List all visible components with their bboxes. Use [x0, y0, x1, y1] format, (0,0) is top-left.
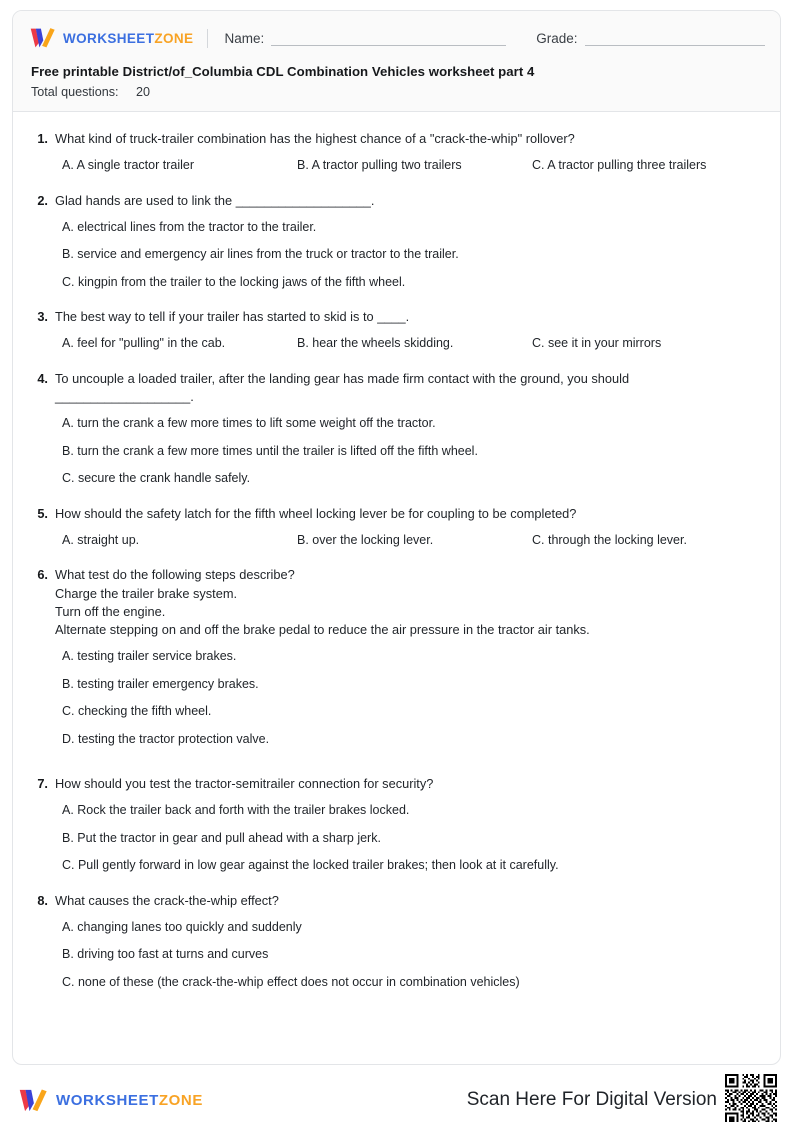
question-number: 8. [37, 892, 48, 908]
title-block [29, 64, 764, 99]
answer-option[interactable]: A. straight up. [62, 532, 140, 547]
footer-word-worksheet: WORKSHEET [56, 1091, 159, 1109]
option-list [33, 157, 760, 175]
question-head [33, 505, 760, 523]
grade-label: Grade: [536, 30, 578, 46]
answer-option[interactable]: C. checking the fifth wheel. [62, 704, 212, 719]
answer-option[interactable]: A. A single tractor trailer [62, 158, 195, 173]
question-item [33, 892, 760, 992]
question-head [33, 130, 760, 148]
answer-option[interactable]: C. kingpin from the trailer to the locking jaws of the fifth wheel. [62, 274, 406, 289]
worksheet-title: Free printable District/of_Columbia CDL Combination Vehicles worksheet part 4 [31, 64, 535, 79]
option-list [33, 532, 760, 550]
option-list [33, 648, 760, 758]
question-text: What causes the crack-the-whip effect? [55, 892, 279, 908]
question-head [33, 192, 760, 210]
question-list [13, 112, 780, 991]
question-body [55, 505, 576, 523]
question-head [33, 892, 760, 910]
worksheet-card [12, 10, 781, 1065]
question-item [33, 370, 760, 488]
question-item [33, 505, 760, 550]
question-number: 2. [37, 192, 48, 208]
answer-option[interactable]: A. feel for "pulling" in the cab. [62, 336, 226, 351]
total-questions-row [31, 85, 764, 99]
question-body [55, 130, 575, 148]
question-head [33, 775, 760, 793]
question-text: To uncouple a loaded trailer, after the landing gear has made firm contact with the ground, you should ___________________. [55, 370, 630, 405]
question-text: The best way to tell if your trailer has started to skid is to ____. [55, 309, 410, 325]
option-list [33, 335, 760, 353]
answer-option[interactable]: C. none of these (the crack-the-whip effect does not occur in combination vehicles) [62, 974, 520, 989]
name-input-rule[interactable] [271, 31, 506, 46]
answer-option[interactable]: B. service and emergency air lines from the truck or tractor to the trailer. [62, 247, 459, 262]
footer-word-zone: ZONE [158, 1091, 203, 1109]
answer-option[interactable]: B. testing trailer emergency brakes. [62, 676, 259, 691]
page-footer [0, 1078, 793, 1122]
answer-option[interactable]: C. A tractor pulling three trailers [532, 158, 707, 173]
scan-instruction-text: Scan Here For Digital Version [466, 1089, 717, 1110]
question-number: 1. [37, 131, 48, 146]
question-number: 7. [37, 776, 48, 792]
qr-code-icon[interactable] [723, 1072, 779, 1122]
option-list [33, 219, 760, 292]
question-number: 4. [37, 370, 48, 386]
answer-option[interactable]: C. through the locking lever. [532, 532, 687, 547]
question-text: Glad hands are used to link the ___________________. [55, 192, 375, 208]
question-text: How should you test the tractor-semitrailer connection for security? [55, 776, 434, 792]
question-step-line: Alternate stepping on and off the brake pedal to reduce the air pressure in the tractor air tanks. [55, 621, 590, 637]
identity-row [29, 23, 764, 53]
total-questions-label: Total questions: [31, 85, 119, 99]
answer-option[interactable]: B. A tractor pulling two trailers [297, 158, 462, 173]
answer-option[interactable]: B. turn the crank a few more times until the trailer is lifted off the fifth wheel. [62, 443, 478, 458]
answer-option[interactable]: C. see it in your mirrors [532, 336, 662, 351]
question-number: 3. [37, 309, 48, 325]
answer-option[interactable]: A. electrical lines from the tractor to the trailer. [62, 219, 317, 234]
question-text: How should the safety latch for the fifth wheel locking lever be for coupling to be completed? [55, 505, 577, 521]
footer-logo-wordmark [56, 1092, 203, 1109]
answer-option[interactable]: A. Rock the trailer back and forth with the trailer brakes locked. [62, 803, 410, 818]
question-head [33, 370, 760, 406]
question-item [33, 192, 760, 292]
question-step-line: Charge the trailer brake system. [55, 585, 238, 601]
answer-option[interactable]: A. changing lanes too quickly and suddenly [62, 919, 302, 934]
question-item [33, 130, 760, 175]
logo-word-zone: ZONE [154, 30, 194, 46]
question-number: 5. [37, 505, 48, 521]
worksheet-header [13, 11, 780, 112]
question-text: What test do the following steps describe? [55, 567, 295, 583]
grade-input-rule[interactable] [585, 31, 765, 46]
question-head [33, 308, 760, 326]
question-body [55, 308, 409, 326]
total-questions-count: 20 [136, 85, 151, 99]
question-item [33, 566, 760, 758]
answer-option[interactable]: C. Pull gently forward in low gear against the locked trailer brakes; then look at it carefully. [62, 858, 559, 873]
header-divider [207, 29, 208, 48]
logo-wordmark [63, 31, 193, 46]
option-list [33, 919, 760, 992]
question-item [33, 308, 760, 353]
question-item [33, 775, 760, 875]
option-list [33, 802, 760, 875]
question-body [55, 566, 590, 639]
option-list [33, 415, 760, 488]
answer-option[interactable]: C. secure the crank handle safely. [62, 471, 251, 486]
question-number: 6. [37, 567, 48, 583]
question-head [33, 566, 760, 639]
footer-logo [18, 1088, 203, 1113]
answer-option[interactable]: A. turn the crank a few more times to lift some weight off the tractor. [62, 416, 436, 431]
answer-option[interactable]: A. testing trailer service brakes. [62, 649, 237, 664]
question-body [55, 370, 715, 406]
question-body [55, 892, 279, 910]
answer-option[interactable]: B. driving too fast at turns and curves [62, 947, 269, 962]
worksheetzone-logo-icon [18, 1088, 48, 1113]
question-body [55, 192, 374, 210]
name-label: Name: [224, 30, 265, 46]
worksheetzone-logo-icon [29, 27, 56, 49]
answer-option[interactable]: D. testing the tractor protection valve. [62, 731, 270, 746]
question-body [55, 775, 433, 793]
logo-word-worksheet: WORKSHEET [63, 30, 155, 46]
answer-option[interactable]: B. hear the wheels skidding. [297, 336, 454, 351]
question-text: What kind of truck-trailer combination has the highest chance of a "crack-the-whip" rollover? [55, 131, 575, 146]
answer-option[interactable]: B. Put the tractor in gear and pull ahead with a sharp jerk. [62, 830, 381, 845]
question-step-line: Turn off the engine. [55, 603, 166, 619]
answer-option[interactable]: B. over the locking lever. [297, 532, 434, 547]
